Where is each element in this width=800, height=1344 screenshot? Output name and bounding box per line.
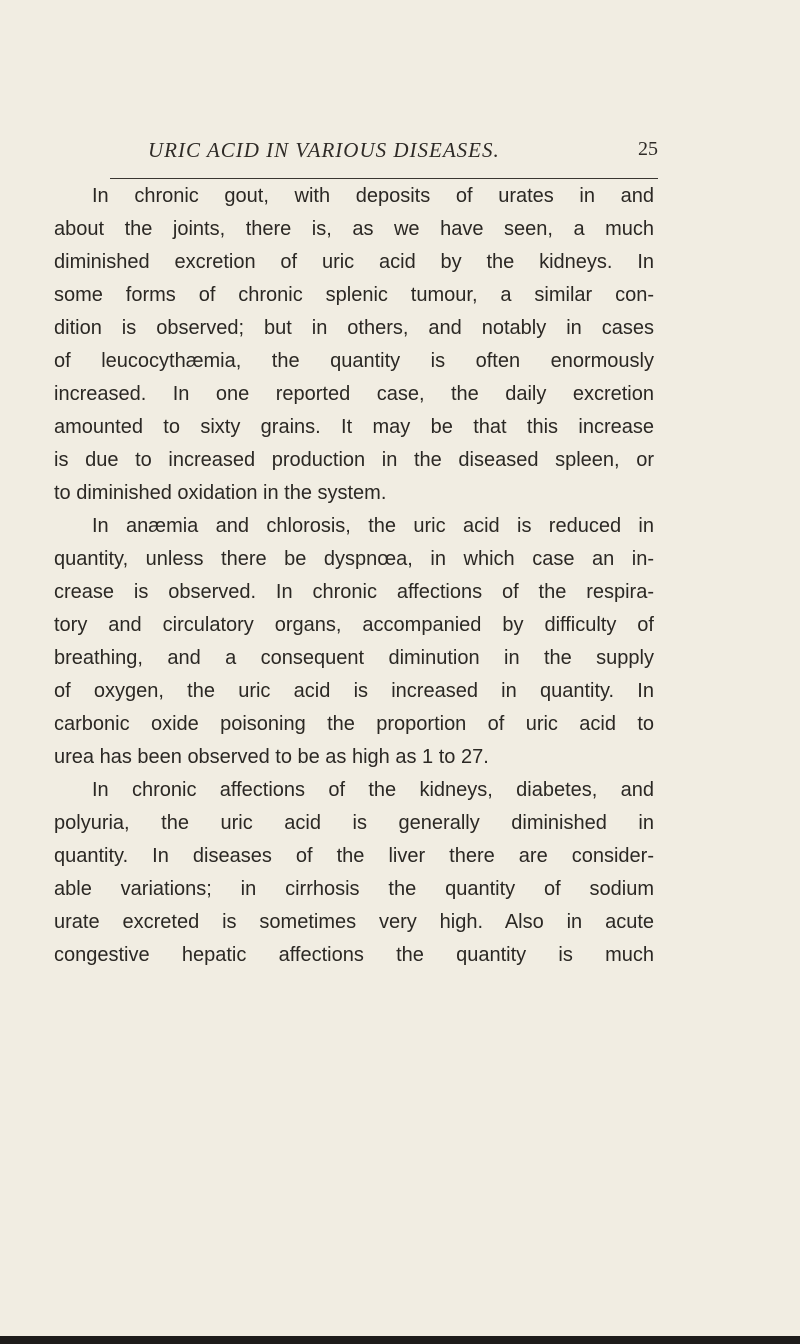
text-line: breathing, and a consequent diminution in the supply [54, 647, 654, 669]
running-head: URIC ACID IN VARIOUS DISEASES. [148, 138, 500, 162]
text-line: able variations; in cirrhosis the quantity of sodium [54, 878, 654, 900]
text-line: crease is observed. In chronic affections of the respira- [54, 581, 654, 603]
text-line: to diminished oxidation in the system. [54, 482, 387, 504]
text-line: dition is observed; but in others, and notably in cases [54, 317, 654, 339]
text-line: quantity. In diseases of the liver there are consider- [54, 845, 654, 867]
text-line: congestive hepatic affections the quantity is much [54, 944, 654, 966]
text-line: quantity, unless there be dyspnœa, in which case an in- [54, 548, 654, 570]
text-line: is due to increased production in the diseased spleen, or [54, 449, 654, 471]
text-line: about the joints, there is, as we have seen, a much [54, 218, 654, 240]
text-line: polyuria, the uric acid is generally diminished in [54, 812, 654, 834]
text-line: amounted to sixty grains. It may be that this increase [54, 416, 654, 438]
body-text [54, 180, 654, 972]
text-line: In chronic gout, with deposits of urates in and [92, 185, 654, 207]
text-line: carbonic oxide poisoning the proportion of uric acid to [54, 713, 654, 735]
text-line: urea has been observed to be as high as 1 to 27. [54, 746, 489, 768]
text-line: In chronic affections of the kidneys, diabetes, and [92, 779, 654, 801]
page-number: 25 [638, 138, 658, 160]
text-line: tory and circulatory organs, accompanied by difficulty of [54, 614, 654, 636]
page-bottom-edge [0, 1336, 800, 1344]
text-line: of oxygen, the uric acid is increased in quantity. In [54, 680, 654, 702]
text-line: of leucocythæmia, the quantity is often enormously [54, 350, 654, 372]
text-line: In anæmia and chlorosis, the uric acid is reduced in [92, 515, 654, 537]
text-line: increased. In one reported case, the daily excretion [54, 383, 654, 405]
page-header [148, 138, 658, 168]
header-rule [110, 178, 658, 179]
text-line: some forms of chronic splenic tumour, a similar con- [54, 284, 654, 306]
text-line: urate excreted is sometimes very high. Also in acute [54, 911, 654, 933]
text-line: diminished excretion of uric acid by the kidneys. In [54, 251, 654, 273]
